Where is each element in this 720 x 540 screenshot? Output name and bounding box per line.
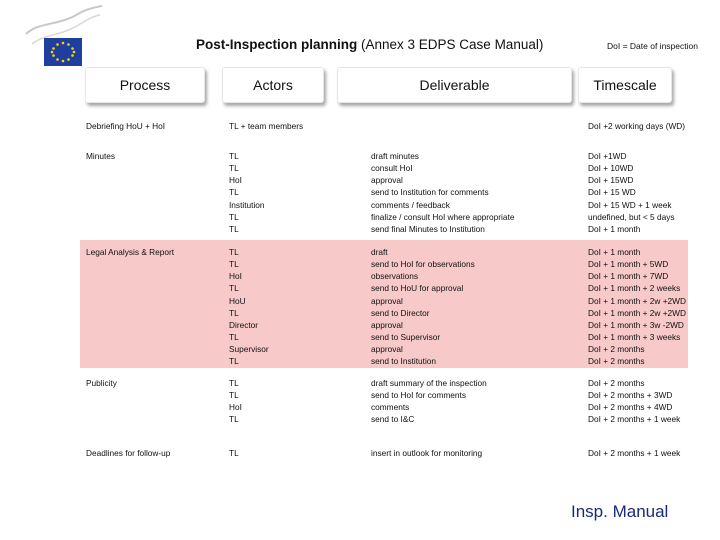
timescale-item: DoI + 2 months + 1 week <box>588 448 681 458</box>
timescale-item: DoI + 2 months <box>588 378 645 388</box>
timescale-item: DoI + 15 WD + 1 week <box>588 199 672 210</box>
actor-item: TL <box>229 151 239 161</box>
column-header-process: Process <box>85 67 205 103</box>
actor-item: Supervisor <box>229 344 269 355</box>
timescale-item: DoI + 1 month <box>588 223 641 234</box>
actor-item: HoI <box>229 402 242 413</box>
deliverable-item: send to Institution <box>371 356 437 367</box>
timescale-item: DoI + 2 months <box>588 344 645 355</box>
deliverable-cell <box>371 246 475 367</box>
actor-item: TL <box>229 211 239 222</box>
process-cell: Publicity <box>86 378 117 388</box>
column-header-timescale: Timescale <box>578 67 672 103</box>
actor-item: TL <box>229 307 239 318</box>
table-row-debriefing <box>80 120 688 136</box>
deliverable-item: approval <box>371 319 403 330</box>
deliverable-item: approval <box>371 295 403 306</box>
timescale-item: DoI + 1 month + 3w -2WD <box>588 319 684 330</box>
deliverable-cell <box>371 150 514 235</box>
deliverable-item: send to HoU for approval <box>371 283 464 294</box>
timescale-item: DoI + 2 months + 3WD <box>588 390 673 401</box>
title-rest: (Annex 3 EDPS Case Manual) <box>357 37 544 52</box>
deliverable-item: send to I&C <box>371 414 415 425</box>
actors-cell <box>229 150 265 235</box>
footer-label: Insp. Manual <box>571 502 669 521</box>
deliverable-item: consult HoI <box>371 163 413 174</box>
actor-item: TL <box>229 378 239 388</box>
actor-item: TL <box>229 247 239 257</box>
deliverable-cell <box>371 447 482 459</box>
actor-item: HoI <box>229 271 242 282</box>
deliverable-item: insert in outlook for monitoring <box>371 448 483 458</box>
table-row-legal-analysis <box>80 240 688 368</box>
deliverable-item: approval <box>371 344 403 355</box>
timescale-item: undefined, but < 5 days <box>588 211 675 222</box>
eu-flag-logo-icon <box>22 4 104 70</box>
actor-item: TL <box>229 390 239 401</box>
deliverable-item: send to Supervisor <box>371 331 441 342</box>
timescale-cell <box>588 377 680 426</box>
timescale-item: DoI + 15WD <box>588 175 634 186</box>
deliverable-item: draft <box>371 247 388 257</box>
timescale-item: DoI + 1 month + 3 weeks <box>588 331 681 342</box>
process-cell: Deadlines for follow-up <box>86 448 171 458</box>
actors-cell <box>229 447 239 459</box>
deliverable-item: draft summary of the inspection <box>371 378 487 388</box>
timescale-cell <box>588 120 685 132</box>
timescale-cell <box>588 150 675 235</box>
timescale-item: DoI + 2 months + 4WD <box>588 402 673 413</box>
timescale-item: DoI + 1 month + 7WD <box>588 271 669 282</box>
timescale-item: DoI + 2 months <box>588 356 645 367</box>
table-row-deadlines <box>80 447 688 463</box>
column-header-actors: Actors <box>222 67 324 103</box>
title-bold: Post-Inspection planning <box>196 37 358 52</box>
actors-cell <box>229 377 242 426</box>
deliverable-item: approval <box>371 175 403 186</box>
actor-item: TL <box>229 223 239 234</box>
deliverable-cell <box>371 377 487 426</box>
actor-item: HoU <box>229 295 246 306</box>
deliverable-item: send to HoI for comments <box>371 390 466 401</box>
actor-item: TL <box>229 331 239 342</box>
timescale-item: DoI + 15 WD <box>588 187 636 198</box>
actor-item: TL <box>229 259 239 270</box>
timescale-item: DoI +2 working days (WD) <box>588 121 686 131</box>
actor-item: HoI <box>229 175 242 186</box>
deliverable-item: send final Minutes to Institution <box>371 223 485 234</box>
timescale-cell <box>588 447 680 459</box>
column-header-deliverable: Deliverable <box>337 67 572 103</box>
actor-item: TL <box>229 414 239 425</box>
deliverable-item: send to Director <box>371 307 430 318</box>
timescale-item: DoI + 1 month + 2 weeks <box>588 283 681 294</box>
timescale-item: DoI + 1 month + 5WD <box>588 259 669 270</box>
process-cell: Debriefing HoU + HoI <box>86 121 166 131</box>
actor-item: Director <box>229 319 259 330</box>
actor-item: TL <box>229 356 239 367</box>
deliverable-item: send to HoI for observations <box>371 259 475 270</box>
deliverable-item: observations <box>371 271 419 282</box>
table-row-minutes <box>80 150 688 238</box>
timescale-cell <box>588 246 686 367</box>
deliverable-item: draft minutes <box>371 151 419 161</box>
timescale-item: DoI + 2 months + 1 week <box>588 414 681 425</box>
deliverable-item: comments <box>371 402 410 413</box>
actor-item: TL <box>229 283 239 294</box>
table-row-publicity <box>80 377 688 429</box>
timescale-item: DoI + 1 month <box>588 247 641 257</box>
process-cell: Minutes <box>86 151 116 161</box>
timescale-item: DoI + 1 month + 2w +2WD <box>588 307 686 318</box>
page-title <box>196 37 543 52</box>
timescale-item: DoI + 1 month + 2w +2WD <box>588 295 686 306</box>
actor-item: TL + team members <box>229 121 304 131</box>
actor-item: Institution <box>229 199 265 210</box>
actors-cell <box>229 120 303 132</box>
doi-note: DoI = Date of inspection <box>607 41 698 51</box>
timescale-item: DoI +1WD <box>588 151 627 161</box>
deliverable-item: comments / feedback <box>371 199 450 210</box>
timescale-item: DoI + 10WD <box>588 163 634 174</box>
actor-item: TL <box>229 448 239 458</box>
actor-item: TL <box>229 187 239 198</box>
deliverable-item: send to Institution for comments <box>371 187 489 198</box>
deliverable-item: finalize / consult HoI where appropriate <box>371 211 515 222</box>
actor-item: TL <box>229 163 239 174</box>
process-cell: Legal Analysis & Report <box>86 247 175 257</box>
actors-cell <box>229 246 269 367</box>
